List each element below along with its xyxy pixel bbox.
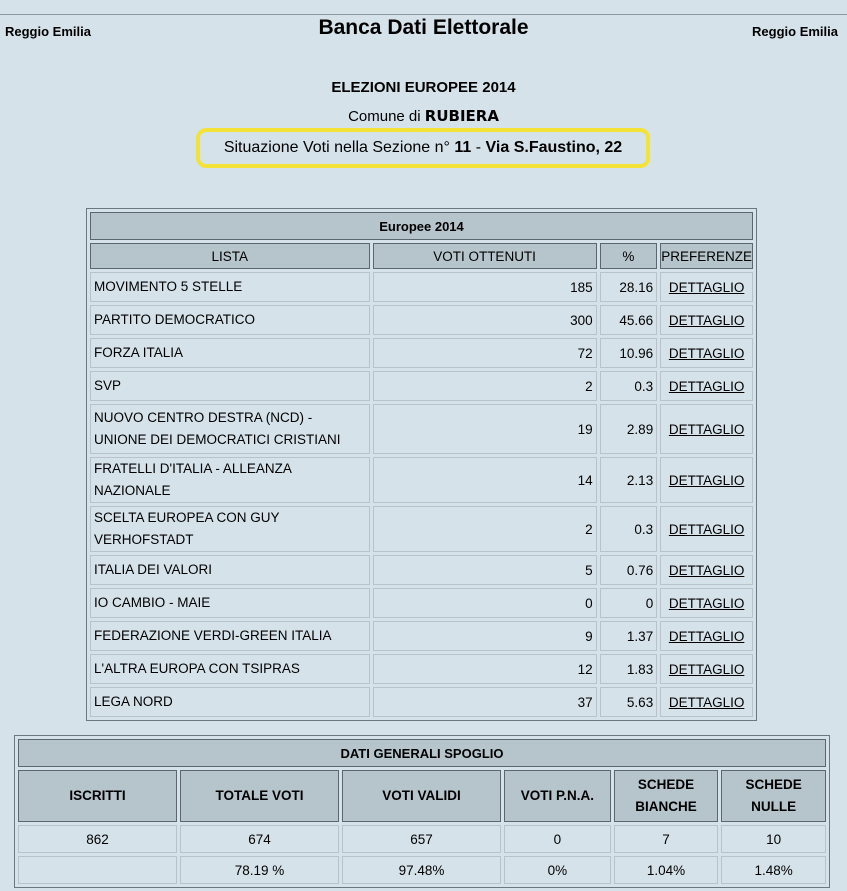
lista-cell: SVP bbox=[90, 371, 370, 401]
dettaglio-link[interactable]: DETTAGLIO bbox=[668, 421, 745, 437]
lista-cell: SCELTA EUROPEA CON GUY VERHOFSTADT bbox=[90, 506, 370, 552]
col-header-perc: % bbox=[600, 243, 658, 269]
header-totale-voti: TOTALE VOTI bbox=[180, 770, 339, 822]
dettaglio-link[interactable]: DETTAGLIO bbox=[668, 661, 745, 677]
col-header-preferenze: PREFERENZE bbox=[660, 243, 753, 269]
header-voti-pna: VOTI P.N.A. bbox=[504, 770, 611, 822]
col-header-voti: VOTI OTTENUTI bbox=[373, 243, 597, 269]
preferenze-cell bbox=[660, 687, 753, 717]
voti-cell: 19 bbox=[373, 404, 597, 454]
preferenze-cell bbox=[660, 272, 753, 302]
table-row bbox=[90, 621, 753, 651]
count-schede-bianche: 7 bbox=[614, 825, 719, 853]
perc-cell: 28.16 bbox=[600, 272, 658, 302]
header-left-label: Reggio Emilia bbox=[5, 24, 91, 39]
dettaglio-link[interactable]: DETTAGLIO bbox=[668, 279, 745, 295]
preferenze-cell bbox=[660, 555, 753, 585]
dettaglio-link[interactable]: DETTAGLIO bbox=[668, 595, 745, 611]
col-header-lista: LISTA bbox=[90, 243, 370, 269]
preferenze-cell bbox=[660, 338, 753, 368]
summary-counts-row bbox=[18, 825, 826, 853]
perc-totale-voti: 78.19 % bbox=[180, 856, 339, 884]
perc-cell: 45.66 bbox=[600, 305, 658, 335]
sezione-number: 11 bbox=[454, 139, 472, 156]
voti-cell: 0 bbox=[373, 588, 597, 618]
results-caption: Europee 2014 bbox=[90, 212, 753, 240]
lista-cell: ITALIA DEI VALORI bbox=[90, 555, 370, 585]
results-table bbox=[86, 208, 757, 721]
sezione-address: Via S.Faustino, 22 bbox=[485, 139, 623, 156]
results-caption-row bbox=[90, 212, 753, 240]
page-title: Banca Dati Elettorale bbox=[318, 16, 529, 39]
table-row bbox=[90, 687, 753, 717]
preferenze-cell bbox=[660, 506, 753, 552]
lista-cell: PARTITO DEMOCRATICO bbox=[90, 305, 370, 335]
preferenze-cell bbox=[660, 371, 753, 401]
count-iscritti: 862 bbox=[18, 825, 177, 853]
voti-cell: 14 bbox=[373, 457, 597, 503]
perc-voti-validi: 97.48% bbox=[342, 856, 501, 884]
count-voti-pna: 0 bbox=[504, 825, 611, 853]
voti-cell: 72 bbox=[373, 338, 597, 368]
lista-cell: MOVIMENTO 5 STELLE bbox=[90, 272, 370, 302]
voti-cell: 5 bbox=[373, 555, 597, 585]
dettaglio-link[interactable]: DETTAGLIO bbox=[668, 472, 745, 488]
table-row bbox=[90, 506, 753, 552]
comune-name: RUBIERA bbox=[424, 107, 499, 125]
results-header-row bbox=[90, 243, 753, 269]
perc-iscritti bbox=[18, 856, 177, 884]
header-schede-bianche: SCHEDE BIANCHE bbox=[614, 770, 719, 822]
lista-cell: NUOVO CENTRO DESTRA (NCD) - UNIONE DEI DEMOCRATICI CRISTIANI bbox=[90, 404, 370, 454]
perc-cell: 2.13 bbox=[600, 457, 658, 503]
summary-percentages-row bbox=[18, 856, 826, 884]
lista-cell: IO CAMBIO - MAIE bbox=[90, 588, 370, 618]
table-row bbox=[90, 654, 753, 684]
perc-cell: 10.96 bbox=[600, 338, 658, 368]
count-totale-voti: 674 bbox=[180, 825, 339, 853]
comune-prefix: Comune di bbox=[348, 108, 421, 125]
table-row bbox=[90, 371, 753, 401]
dettaglio-link[interactable]: DETTAGLIO bbox=[668, 312, 745, 328]
header-schede-nulle: SCHEDE NULLE bbox=[721, 770, 826, 822]
preferenze-cell bbox=[660, 588, 753, 618]
summary-header-row bbox=[18, 770, 826, 822]
dettaglio-link[interactable]: DETTAGLIO bbox=[668, 378, 745, 394]
summary-caption: DATI GENERALI SPOGLIO bbox=[18, 739, 826, 767]
dettaglio-link[interactable]: DETTAGLIO bbox=[668, 521, 745, 537]
voti-cell: 37 bbox=[373, 687, 597, 717]
preferenze-cell bbox=[660, 404, 753, 454]
results-body bbox=[90, 272, 753, 717]
table-row bbox=[90, 338, 753, 368]
dettaglio-link[interactable]: DETTAGLIO bbox=[668, 345, 745, 361]
voti-cell: 2 bbox=[373, 371, 597, 401]
header-voti-validi: VOTI VALIDI bbox=[342, 770, 501, 822]
perc-schede-nulle: 1.48% bbox=[721, 856, 826, 884]
dettaglio-link[interactable]: DETTAGLIO bbox=[668, 628, 745, 644]
sezione-highlight-box bbox=[196, 128, 650, 168]
voti-cell: 9 bbox=[373, 621, 597, 651]
lista-cell: FEDERAZIONE VERDI-GREEN ITALIA bbox=[90, 621, 370, 651]
perc-cell: 0.3 bbox=[600, 506, 658, 552]
perc-cell: 1.37 bbox=[600, 621, 658, 651]
comune-line bbox=[0, 107, 847, 125]
perc-cell: 0.76 bbox=[600, 555, 658, 585]
table-row bbox=[90, 588, 753, 618]
preferenze-cell bbox=[660, 654, 753, 684]
header-right-label: Reggio Emilia bbox=[752, 24, 838, 39]
table-row bbox=[90, 305, 753, 335]
summary-table bbox=[14, 735, 830, 888]
table-row bbox=[90, 404, 753, 454]
perc-cell: 0 bbox=[600, 588, 658, 618]
summary-caption-row bbox=[18, 739, 826, 767]
table-row bbox=[90, 555, 753, 585]
perc-voti-pna: 0% bbox=[504, 856, 611, 884]
lista-cell: LEGA NORD bbox=[90, 687, 370, 717]
preferenze-cell bbox=[660, 457, 753, 503]
voti-cell: 185 bbox=[373, 272, 597, 302]
table-row bbox=[90, 457, 753, 503]
voti-cell: 2 bbox=[373, 506, 597, 552]
header-iscritti: ISCRITTI bbox=[18, 770, 177, 822]
count-voti-validi: 657 bbox=[342, 825, 501, 853]
perc-cell: 1.83 bbox=[600, 654, 658, 684]
perc-cell: 0.3 bbox=[600, 371, 658, 401]
lista-cell: FRATELLI D'ITALIA - ALLEANZA NAZIONALE bbox=[90, 457, 370, 503]
voti-cell: 300 bbox=[373, 305, 597, 335]
dettaglio-link[interactable]: DETTAGLIO bbox=[668, 562, 745, 578]
perc-schede-bianche: 1.04% bbox=[614, 856, 719, 884]
preferenze-cell bbox=[660, 621, 753, 651]
election-title: ELEZIONI EUROPEE 2014 bbox=[331, 79, 516, 96]
perc-cell: 5.63 bbox=[600, 687, 658, 717]
header-divider bbox=[0, 14, 847, 15]
dettaglio-link[interactable]: DETTAGLIO bbox=[668, 694, 745, 710]
sezione-prefix: Situazione Voti nella Sezione n° bbox=[223, 139, 450, 156]
preferenze-cell bbox=[660, 305, 753, 335]
perc-cell: 2.89 bbox=[600, 404, 658, 454]
voti-cell: 12 bbox=[373, 654, 597, 684]
table-row bbox=[90, 272, 753, 302]
lista-cell: L'ALTRA EUROPA CON TSIPRAS bbox=[90, 654, 370, 684]
sezione-separator: - bbox=[475, 139, 482, 156]
count-schede-nulle: 10 bbox=[721, 825, 826, 853]
lista-cell: FORZA ITALIA bbox=[90, 338, 370, 368]
